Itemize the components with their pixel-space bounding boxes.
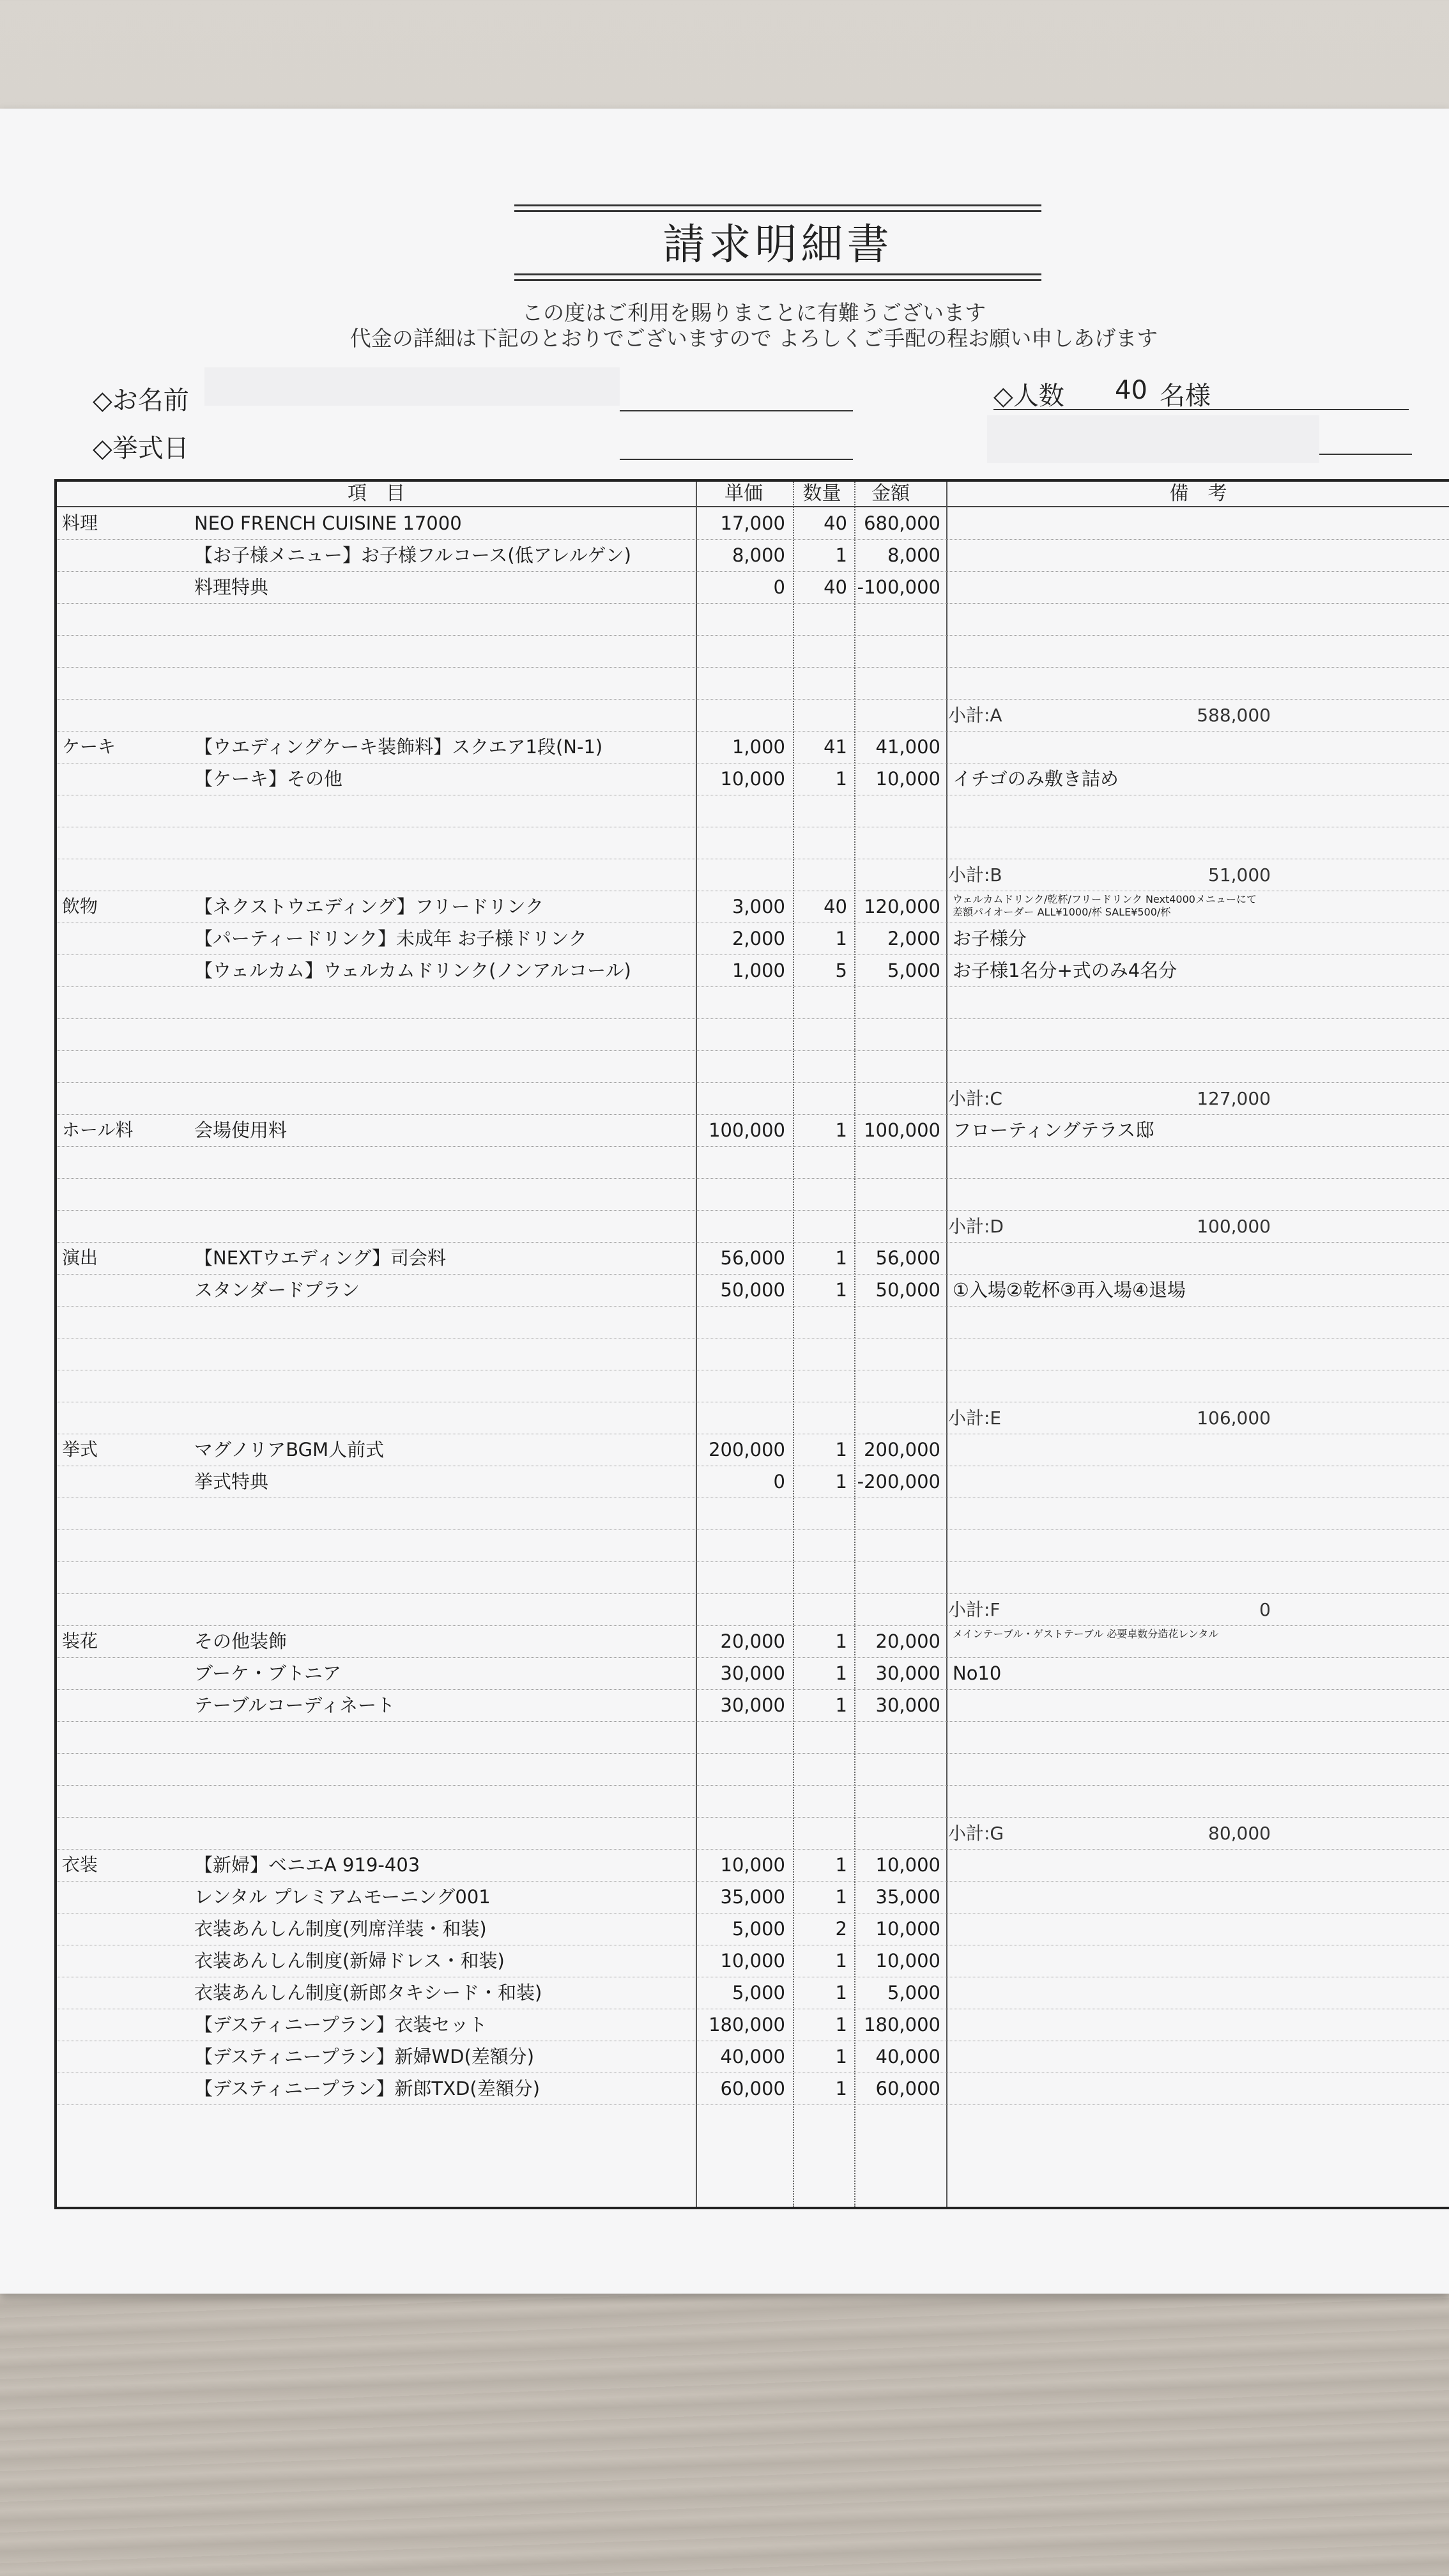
title-rule-bottom-2	[514, 279, 1041, 281]
quantity: 1	[835, 1279, 847, 1301]
redacted-info	[987, 415, 1319, 463]
item-name: ブーケ・ブトニア	[194, 1662, 341, 1684]
amount: 30,000	[875, 1694, 940, 1716]
item-name: 衣装あんしん制度(新郎タキシード・和装)	[194, 1982, 542, 2004]
row-rule	[57, 1753, 1449, 1754]
subtotal-label: 小計:A	[948, 705, 1002, 726]
category-label: 演出	[62, 1247, 98, 1268]
people-value: 40	[1115, 376, 1147, 405]
category-label: ケーキ	[62, 736, 116, 757]
amount: 120,000	[864, 896, 940, 917]
item-name: 【ウェルカム】ウェルカムドリンク(ノンアルコール)	[194, 960, 631, 981]
unit-price: 50,000	[720, 1279, 785, 1301]
amount: 10,000	[875, 1918, 940, 1940]
unit-price: 180,000	[709, 2014, 785, 2035]
note: フローティングテラス邸	[953, 1119, 1154, 1141]
note: お子様1名分+式のみ4名分	[953, 960, 1177, 981]
invoice-sheet	[0, 109, 1449, 2294]
unit-price: 10,000	[720, 1950, 785, 1972]
subtotal-label: 小計:B	[948, 864, 1002, 885]
row-rule	[57, 1050, 1449, 1051]
title-block	[514, 204, 1041, 285]
amount: 40,000	[875, 2046, 940, 2067]
people-label: ◇人数	[993, 381, 1064, 411]
subtotal-label: 小計:E	[948, 1407, 1002, 1429]
amount: 680,000	[864, 512, 940, 534]
quantity: 1	[835, 1630, 847, 1652]
unit-price: 30,000	[720, 1694, 785, 1716]
category-label: ホール料	[62, 1119, 134, 1140]
unit-price: 35,000	[720, 1886, 785, 1908]
unit-price: 30,000	[720, 1662, 785, 1684]
name-label: ◇お名前	[93, 386, 189, 415]
amount: -100,000	[857, 576, 940, 598]
row-rule	[57, 1593, 1449, 1594]
unit-price: 10,000	[720, 768, 785, 790]
row-rule	[57, 1018, 1449, 1019]
quantity: 1	[835, 1886, 847, 1908]
people-underline	[993, 409, 1409, 410]
subtotal-value: 106,000	[1197, 1407, 1271, 1429]
item-name: その他装飾	[194, 1630, 288, 1652]
item-name: マグノリアBGM人前式	[194, 1439, 385, 1460]
subtotal-label: 小計:G	[948, 1823, 1004, 1844]
category-label: 飲物	[62, 896, 98, 917]
redacted-name	[204, 367, 620, 406]
amount: 5,000	[887, 960, 940, 981]
header-item: 項 目	[348, 482, 405, 505]
unit-price: 1,000	[732, 960, 785, 981]
quantity: 1	[835, 1471, 847, 1492]
item-name: スタンダードプラン	[194, 1279, 360, 1301]
intro-line-1: この度はご利用を賜りまことに有難うございます	[522, 300, 986, 325]
item-name: 【パーティードリンク】未成年 お子様ドリンク	[194, 928, 587, 949]
item-name: 【デスティニープラン】新婦WD(差額分)	[194, 2046, 535, 2067]
item-name: 【デスティニープラン】新郎TXD(差額分)	[194, 2078, 540, 2099]
people-unit: 名様	[1160, 381, 1211, 411]
amount: 8,000	[887, 544, 940, 566]
row-rule	[57, 1529, 1449, 1530]
unit-price: 17,000	[720, 512, 785, 534]
unit-price: 0	[773, 576, 785, 598]
note: ①入場②乾杯③再入場④退場	[953, 1279, 1186, 1301]
date-label: ◇挙式日	[93, 434, 189, 463]
amount: 180,000	[864, 2014, 940, 2035]
quantity: 1	[835, 2014, 847, 2035]
item-name: 【ネクストウエディング】フリードリンク	[194, 896, 544, 917]
quantity: 1	[835, 2046, 847, 2067]
unit-price: 200,000	[709, 1439, 785, 1460]
document-title: 請求明細書	[663, 220, 893, 269]
amount: 100,000	[864, 1119, 940, 1141]
quantity: 1	[835, 1950, 847, 1972]
note: お子様分	[953, 928, 1027, 949]
category-label: 装花	[62, 1630, 98, 1652]
unit-price: 60,000	[720, 2078, 785, 2099]
amount: 200,000	[864, 1439, 940, 1460]
subtotal-value: 588,000	[1197, 705, 1271, 726]
note: イチゴのみ敷き詰め	[953, 768, 1119, 790]
desk-surface	[0, 2287, 1449, 2576]
quantity: 2	[835, 1918, 847, 1940]
unit-price: 100,000	[709, 1119, 785, 1141]
item-name: レンタル プレミアムモーニング001	[194, 1886, 491, 1908]
amount: 50,000	[875, 1279, 940, 1301]
table-header	[57, 482, 1449, 507]
subtotal-value: 127,000	[1197, 1088, 1271, 1109]
unit-price: 40,000	[720, 2046, 785, 2067]
amount: 35,000	[875, 1886, 940, 1908]
row-rule	[57, 699, 1449, 700]
item-name: NEO FRENCH CUISINE 17000	[194, 512, 462, 534]
item-name: 【新婦】ベニエA 919-403	[194, 1854, 420, 1876]
amount: 56,000	[875, 1247, 940, 1269]
amount: 20,000	[875, 1630, 940, 1652]
row-rule	[57, 1721, 1449, 1722]
amount: 30,000	[875, 1662, 940, 1684]
intro-text	[275, 300, 1233, 351]
col-divider-note	[946, 482, 947, 2207]
quantity: 1	[835, 1119, 847, 1141]
quantity: 5	[835, 960, 847, 981]
row-rule	[57, 2104, 1449, 2105]
amount: 5,000	[887, 1982, 940, 2004]
header-note: 備 考	[1169, 482, 1227, 505]
quantity: 40	[824, 576, 847, 598]
amount: 10,000	[875, 768, 940, 790]
quantity: 40	[824, 512, 847, 534]
row-rule	[57, 986, 1449, 987]
subtotal-label: 小計:D	[948, 1216, 1004, 1237]
quantity: 1	[835, 1982, 847, 2004]
unit-price: 20,000	[720, 1630, 785, 1652]
info-underline	[1319, 454, 1412, 455]
quantity: 1	[835, 544, 847, 566]
item-name: 【ウエディングケーキ装飾料】スクエア1段(N-1)	[194, 736, 603, 758]
item-name: 衣装あんしん制度(新婦ドレス・和装)	[194, 1950, 505, 1972]
quantity: 1	[835, 1247, 847, 1269]
unit-price: 2,000	[732, 928, 785, 949]
quantity: 1	[835, 928, 847, 949]
subtotal-label: 小計:C	[948, 1088, 1002, 1109]
row-rule	[57, 667, 1449, 668]
unit-price: 0	[773, 1471, 785, 1492]
unit-price: 3,000	[732, 896, 785, 917]
subtotal-value: 80,000	[1208, 1823, 1271, 1844]
title-rule-top-2	[514, 210, 1041, 212]
name-underline	[620, 410, 853, 411]
header-qty: 数量	[802, 482, 841, 505]
amount: 10,000	[875, 1854, 940, 1876]
item-name: 会場使用料	[194, 1119, 288, 1141]
row-rule	[57, 1561, 1449, 1562]
item-name: 挙式特典	[194, 1471, 269, 1492]
subtotal-value: 51,000	[1208, 864, 1271, 885]
quantity: 1	[835, 1439, 847, 1460]
category-label: 衣装	[62, 1854, 98, 1875]
row-rule	[57, 1785, 1449, 1786]
unit-price: 10,000	[720, 1854, 785, 1876]
quantity: 1	[835, 1662, 847, 1684]
note: No10	[953, 1662, 1002, 1684]
quantity: 1	[835, 1694, 847, 1716]
row-rule	[57, 1146, 1449, 1147]
item-name: 【デスティニープラン】衣装セット	[194, 2014, 487, 2035]
header-unit-price: 単価	[724, 482, 763, 505]
item-name: テーブルコーディネート	[194, 1694, 395, 1716]
unit-price: 5,000	[732, 1982, 785, 2004]
quantity: 1	[835, 1854, 847, 1876]
header-amount: 金額	[871, 482, 910, 505]
row-rule	[57, 1178, 1449, 1179]
quantity: 41	[824, 736, 847, 758]
row-rule	[57, 1082, 1449, 1083]
unit-price: 5,000	[732, 1918, 785, 1940]
note: メインテーブル・ゲストテーブル 必要卓数分造花レンタル	[953, 1628, 1219, 1640]
row-rule	[57, 635, 1449, 636]
quantity: 1	[835, 768, 847, 790]
title-rule-bottom	[514, 273, 1041, 275]
amount: 41,000	[875, 736, 940, 758]
row-rule	[57, 1817, 1449, 1818]
intro-line-2: 代金の詳細は下記のとおりでございますので よろしくご手配の程お願い申しあげます	[349, 326, 1158, 351]
subtotal-value: 0	[1259, 1599, 1271, 1620]
amount: 60,000	[875, 2078, 940, 2099]
subtotal-value: 100,000	[1197, 1216, 1271, 1237]
date-underline	[620, 459, 853, 460]
row-rule	[57, 1210, 1449, 1211]
item-name: 【お子様メニュー】お子様フルコース(低アレルゲン)	[194, 544, 631, 566]
note: ウェルカムドリンク/乾杯/フリードリンク Next4000メニューにて 差額パイオーダー ALL¥1000/杯 SALE¥500/杯	[953, 893, 1257, 918]
item-name: 【NEXTウエディング】司会料	[194, 1247, 447, 1269]
category-label: 料理	[62, 512, 98, 533]
item-name: 衣装あんしん制度(列席洋装・和装)	[194, 1918, 487, 1940]
subtotal-label: 小計:F	[948, 1599, 1000, 1620]
row-rule	[57, 1306, 1449, 1307]
unit-price: 8,000	[732, 544, 785, 566]
item-name: 【ケーキ】その他	[194, 768, 343, 790]
invoice-table	[54, 479, 1449, 2209]
amount: 10,000	[875, 1950, 940, 1972]
title-rule-top	[514, 204, 1041, 206]
unit-price: 1,000	[732, 736, 785, 758]
category-label: 挙式	[62, 1439, 98, 1460]
row-rule	[57, 603, 1449, 604]
item-name: 料理特典	[194, 576, 269, 598]
unit-price: 56,000	[720, 1247, 785, 1269]
quantity: 40	[824, 896, 847, 917]
quantity: 1	[835, 2078, 847, 2099]
amount: 2,000	[887, 928, 940, 949]
amount: -200,000	[857, 1471, 940, 1492]
